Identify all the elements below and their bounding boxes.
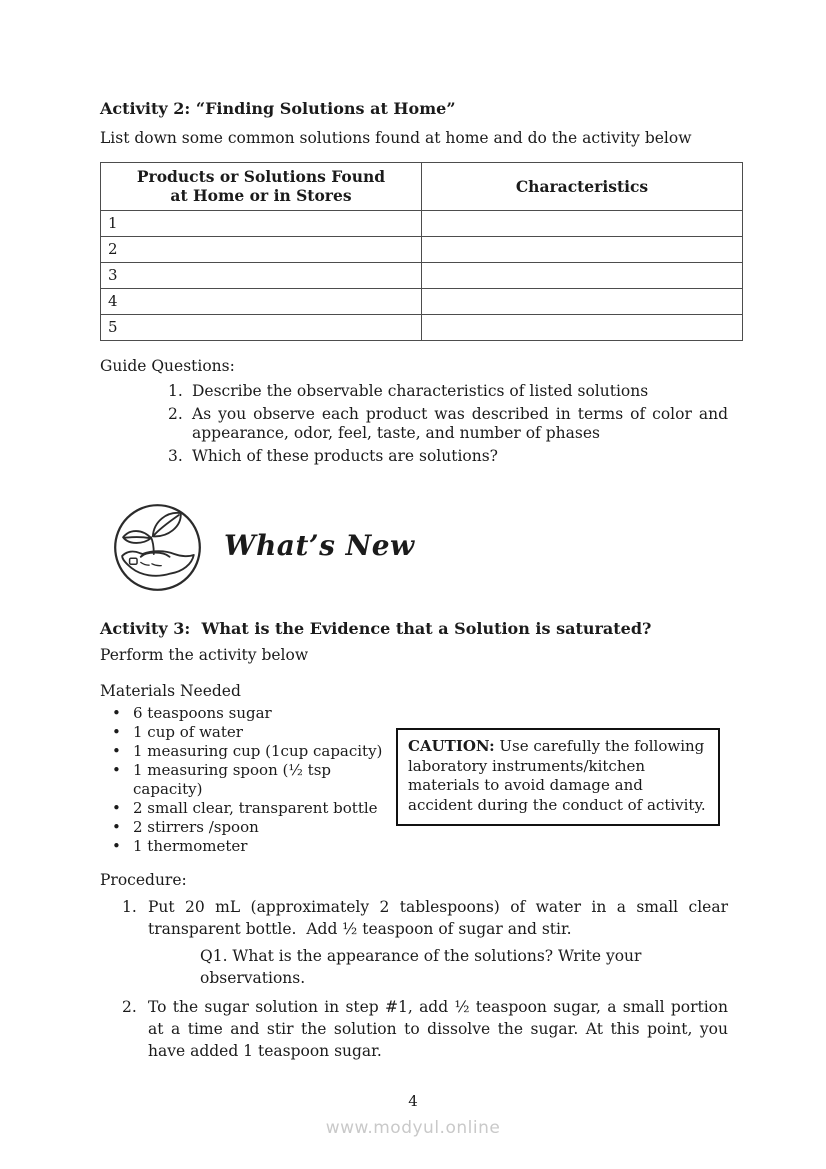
procedure-step-text: To the sugar solution in step #1, add ½ teaspoon sugar, a small portion at a time and stir the solution to dissolve the sugar. At this point, you have added 1 teaspoon sugar. [148, 998, 728, 1060]
table-row [101, 210, 743, 236]
table-row [101, 236, 743, 262]
procedure-step-number: 1. [122, 898, 137, 916]
material-item [110, 704, 390, 723]
product-cell: 1 [101, 210, 422, 236]
characteristics-cell [422, 236, 743, 262]
material-item [110, 761, 390, 799]
product-cell: 4 [101, 288, 422, 314]
page-number: 4 [408, 1092, 418, 1110]
procedure-step [122, 896, 728, 940]
material-item-text: 6 teaspoons sugar [133, 704, 272, 722]
product-cell: 5 [101, 314, 422, 340]
procedure-step [122, 996, 728, 1062]
solutions-table [100, 162, 743, 341]
table-header-characteristics: Characteristics [422, 163, 743, 211]
caution-label: CAUTION: [408, 737, 495, 755]
guide-question-text: As you observe each product was described in terms of color and appearance, odor, feel, taste, and number of phases [192, 405, 728, 442]
material-item [110, 837, 390, 856]
material-item-text: 2 small clear, transparent bottle [133, 799, 378, 817]
table-row [101, 262, 743, 288]
materials-list [110, 704, 390, 856]
materials-label: Materials Needed [100, 682, 241, 700]
guide-questions-label: Guide Questions: [100, 357, 235, 375]
guide-question [168, 382, 728, 401]
table-row [101, 314, 743, 340]
procedure-question: Q1. What is the appearance of the solutions? Write your observations. [200, 947, 642, 987]
caution-box [396, 728, 720, 826]
characteristics-cell [422, 262, 743, 288]
product-cell: 3 [101, 262, 422, 288]
characteristics-cell [422, 314, 743, 340]
material-item-text: 1 cup of water [133, 723, 243, 741]
material-item [110, 742, 390, 761]
procedure-step-number: 2. [122, 998, 137, 1016]
activity2-title: Activity 2: “Finding Solutions at Home” [100, 99, 456, 118]
guide-question-text: Describe the observable characteristics of listed solutions [192, 382, 649, 400]
whats-new-title: What’s New [224, 529, 415, 562]
procedure-label: Procedure: [100, 871, 187, 889]
guide-question [168, 405, 728, 443]
guide-question-number: 1. [168, 382, 183, 400]
product-cell: 2 [101, 236, 422, 262]
material-item-text: 1 measuring cup (1cup capacity) [133, 742, 383, 760]
hand-holding-plant-icon [111, 501, 204, 594]
watermark: www.modyul.online [325, 1118, 501, 1138]
table-header-products: Products or Solutions Found at Home or in Stores [101, 163, 422, 211]
caution-text: Use carefully the following laboratory instruments/kitchen materials to avoid damage and accident during the conduct of activity. [408, 737, 706, 814]
material-item [110, 723, 390, 742]
characteristics-cell [422, 288, 743, 314]
table-header-row [101, 163, 743, 211]
guide-question-number: 3. [168, 447, 183, 465]
material-item-text: 2 stirrers /spoon [133, 818, 259, 836]
characteristics-cell [422, 210, 743, 236]
material-item-text: 1 thermometer [133, 837, 248, 855]
procedure-step-text: Put 20 mL (approximately 2 tablespoons) of water in a small clear transparent bottle. Add ½ teaspoon of sugar and stir. [148, 898, 728, 938]
material-item [110, 799, 390, 818]
material-item [110, 818, 390, 837]
table-row [101, 288, 743, 314]
activity2-intro: List down some common solutions found at home and do the activity below [100, 129, 692, 147]
procedure-list [122, 896, 728, 1067]
activity3-intro: Perform the activity below [100, 646, 309, 664]
activity3-title: Activity 3: What is the Evidence that a Solution is saturated? [100, 619, 652, 638]
guide-question-number: 2. [168, 405, 183, 423]
guide-questions-list [168, 382, 728, 470]
guide-question-text: Which of these products are solutions? [192, 447, 498, 465]
guide-question [168, 447, 728, 466]
material-item-text: 1 measuring spoon (½ tsp capacity) [133, 761, 331, 798]
